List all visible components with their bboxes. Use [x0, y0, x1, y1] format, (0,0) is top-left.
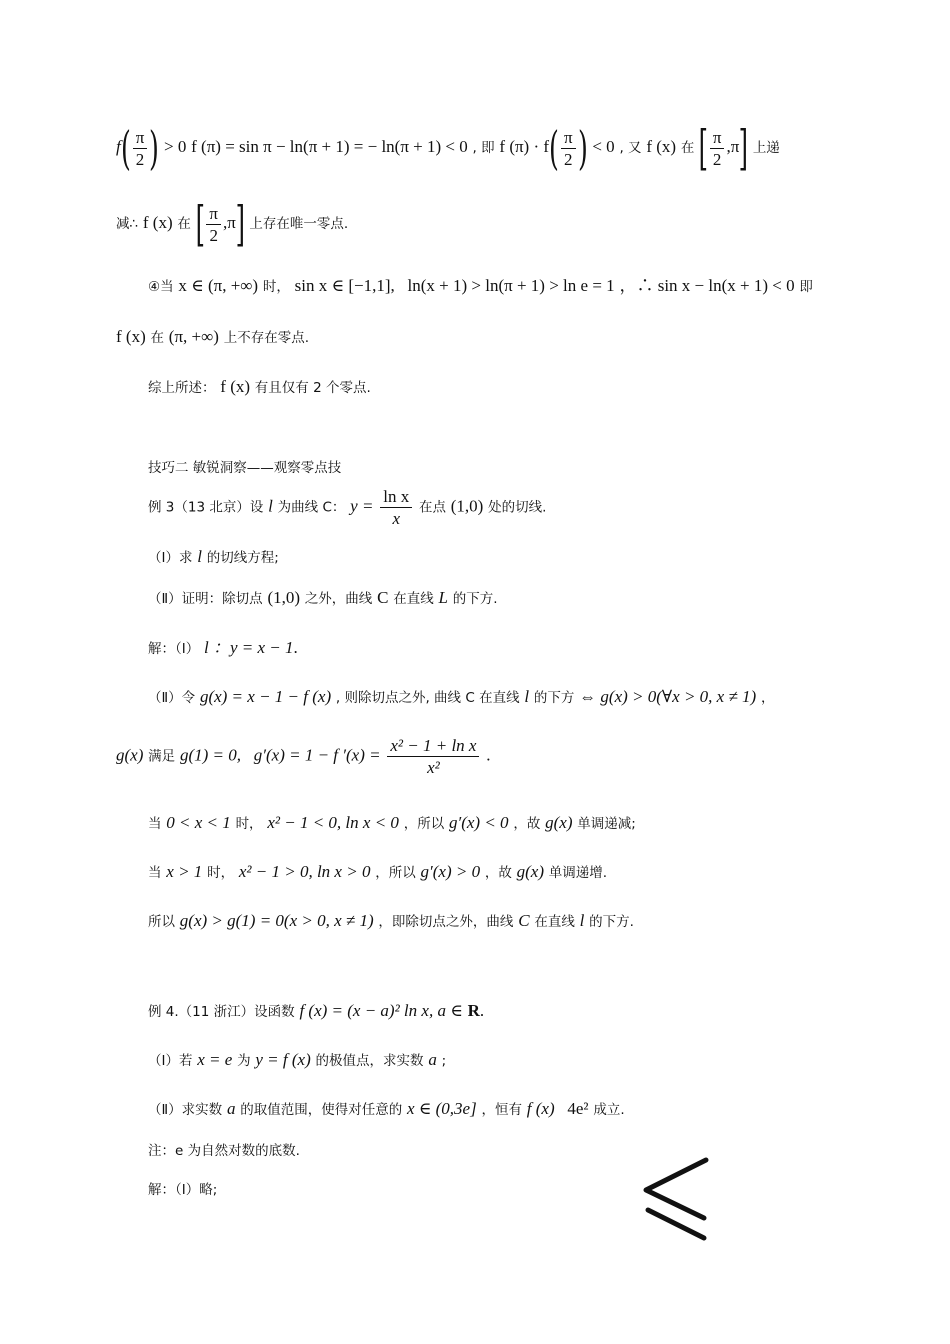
example-3-q2: （Ⅱ）证明：除切点 (1,0) 之外，曲线 C 在直线 L 的下方.	[148, 588, 498, 607]
example-4-q1: （Ⅰ）若 x = e 为 y = f (x) 的极值点，求实数 a ;	[148, 1050, 447, 1069]
line-3: ④当 x ∈ (π, +∞) 时， sin x ∈ [−1,1], ln(x + 1) > ln(π + 1) > ln e = 1 ，∴ sin x − ln(x + 1) < 0 即	[148, 276, 813, 295]
note: 注：e 为自然对数的底数.	[148, 1143, 300, 1159]
example-3-q1: （Ⅰ）求 l 的切线方程;	[148, 547, 279, 566]
right-paren: )	[149, 121, 160, 175]
fraction-derivative: $\frac{\text{x² − 1 + ln x}}{\text{x²}}$	[387, 737, 479, 776]
expression: f (π) = sin π − ln(π + 1) = − ln(π + 1) < 0	[191, 137, 468, 156]
solution-label: 解：（Ⅰ）略;	[148, 1182, 218, 1198]
example-3-s2: （Ⅱ）令 g(x) = x − 1 − f (x) , 则除切点之外, 曲线 C 在直线 l 的下方 ⇔ g(x) > 0(∀x > 0, x ≠ 1) ，	[148, 687, 775, 706]
left-paren: (	[120, 121, 131, 175]
line-4: f (x) 在 (π, +∞) 上不存在零点.	[116, 327, 309, 346]
fraction-pi-over-2-b: $\frac{\pi}{2}$	[561, 129, 576, 168]
line-1: f( $\frac{\pi}{2}$ ) > 0 f (π) = sin π − ln(π + 1) = − ln(π + 1) < 0 , 即 f (π) · f( $\frac{\pi}{2}$ ) < 0 , 又 f (x) 在 [ $\frac{\pi}{2}$ ,π] 上递	[116, 120, 780, 176]
gt-zero: > 0	[164, 137, 187, 156]
product: f (π) · f	[499, 137, 550, 156]
section-heading: 技巧二 敏锐洞察——观察零点技	[148, 460, 342, 476]
line-2: 减∴ f (x) 在 [ $\frac{\pi}{2}$ ,π] 上存在唯一零点.	[116, 196, 349, 252]
example-4-q2: （Ⅱ）求实数 a 的取值范围，使得对任意的 x ∈ (0,3e] ，恒有 f (x) 4e² 成立.	[148, 1099, 625, 1118]
example-3-s4: 当 0 < x < 1 时， x² − 1 < 0, ln x < 0 ，所以 g′(x) < 0 ，故 g(x) 单调递减;	[148, 813, 636, 832]
math-f: f	[116, 137, 121, 156]
fraction-lnx-over-x: $\frac{\text{ln x}}{x}$	[380, 488, 412, 527]
example-3-s3: g(x) 满足 g(1) = 0, g′(x) = 1 − f ′(x) = $\frac{\text{x² − 1 + ln x}}{\text{x²}}$ .	[116, 736, 491, 777]
example-4: 例 4.（11 浙江）设函数 f (x) = (x − a)² ln x, a ∈ R.	[148, 1001, 485, 1020]
less-equal-glyph	[636, 1152, 716, 1248]
line-5: 综上所述： f (x) 有且仅有 2 个零点.	[148, 377, 371, 396]
example-3-s5: 当 x > 1 时， x² − 1 > 0, ln x > 0 ，所以 g′(x) > 0 ，故 g(x) 单调递增.	[148, 862, 608, 881]
fraction-pi-over-2: $\frac{\pi}{2}$	[133, 129, 148, 168]
example-3-s6: 所以 g(x) > g(1) = 0(x > 0, x ≠ 1) ，即除切点之外，曲线 C 在直线 l 的下方.	[148, 911, 634, 930]
example-3: 例 3（13 北京）设 l 为曲线 C： y = $\frac{\text{ln x}}{x}$ 在点 (1,0) 处的切线.	[148, 487, 547, 528]
example-3-s1: 解：（Ⅰ） l ：y = x − 1.	[148, 638, 298, 657]
